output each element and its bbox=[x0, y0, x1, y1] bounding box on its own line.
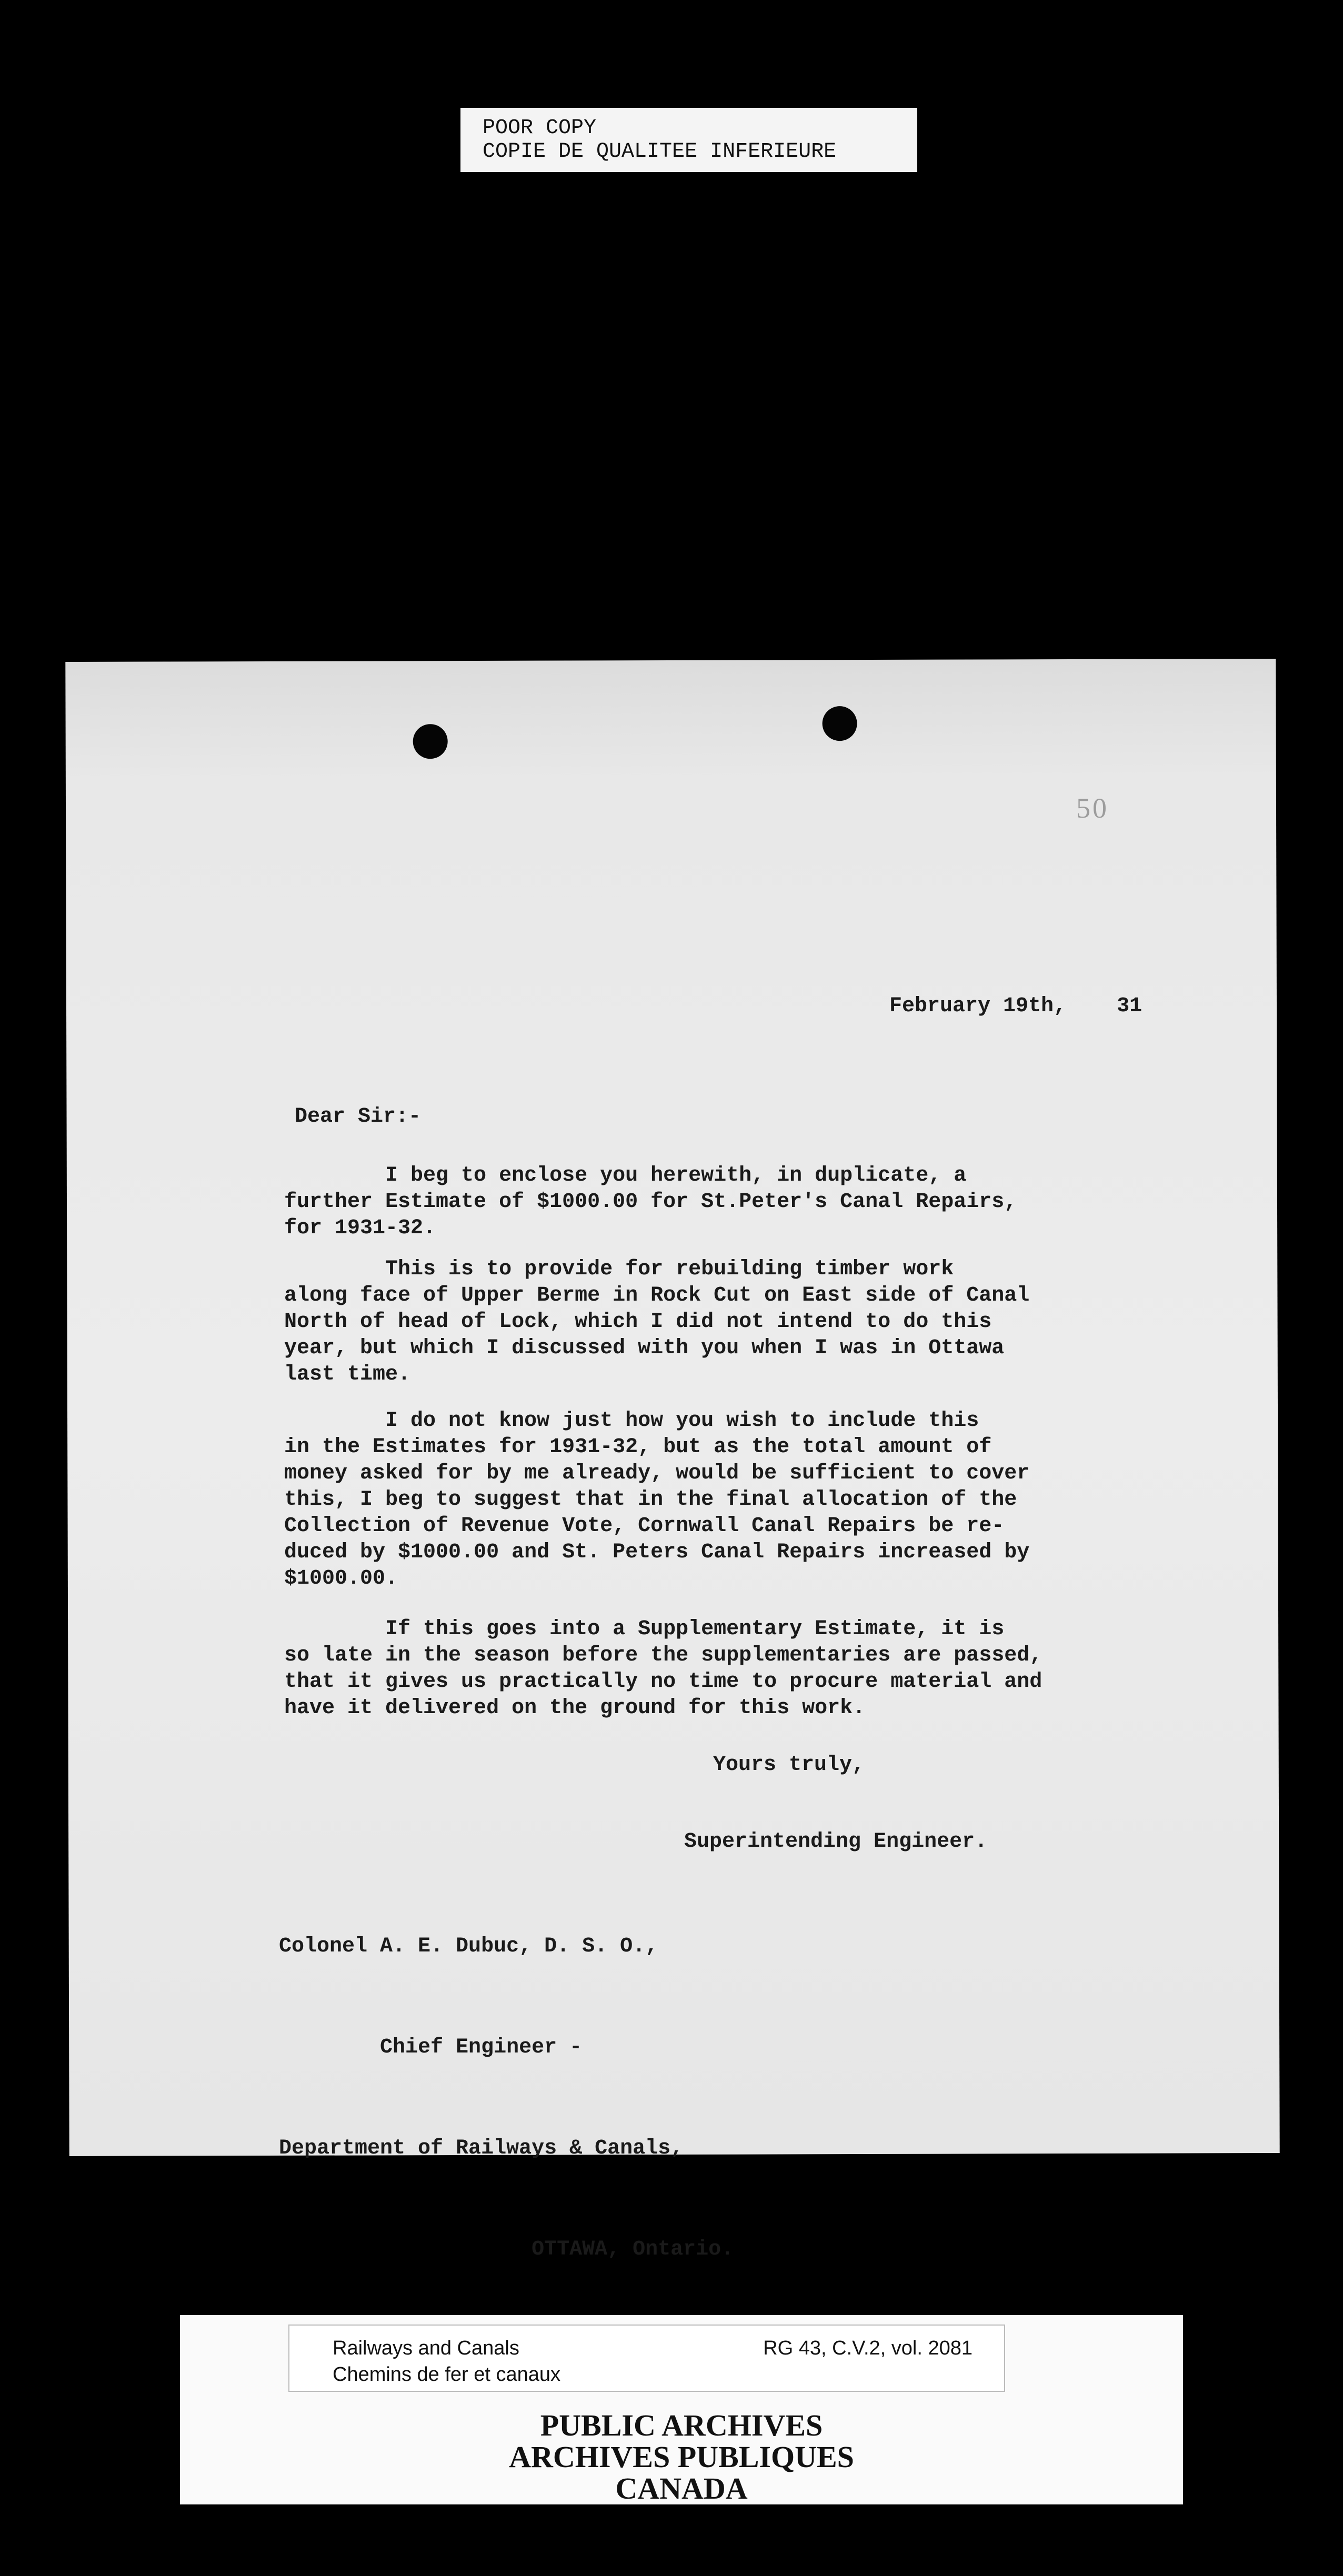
poor-copy-notice bbox=[460, 108, 917, 172]
punch-hole-left bbox=[413, 724, 448, 759]
paragraph-2: This is to provide for rebuilding timber work along face of Upper Berme in Rock Cut on East side of Canal North of head of Lock, which I did not intend to do this year, but which I discussed with you when I was in Ottawa last time. bbox=[284, 1257, 1030, 1386]
archives-country: CANADA bbox=[615, 2471, 748, 2505]
recipient-line-1: Colonel A. E. Dubuc, D. S. O., bbox=[279, 1935, 658, 1958]
page-number-stamp: 50 bbox=[1076, 792, 1109, 824]
recipient-address bbox=[279, 1863, 734, 2300]
recipient-line-2: Chief Engineer - bbox=[279, 2036, 583, 2059]
punch-hole-right bbox=[823, 706, 857, 741]
poor-copy-line-fr: COPIE DE QUALITEE INFERIEURE bbox=[483, 140, 837, 164]
recipient-line-3: Department of Railways & Canals, bbox=[279, 2137, 684, 2160]
signature-title: Superintending Engineer. bbox=[684, 1830, 988, 1854]
salutation: Dear Sir:- bbox=[295, 1105, 422, 1129]
department-name-en: Railways and Canals bbox=[333, 2337, 519, 2359]
letter-date: February 19th, 31 bbox=[889, 994, 1142, 1018]
archives-reference-strip bbox=[288, 2325, 1005, 2392]
department-names bbox=[333, 2335, 560, 2388]
closing: Yours truly, bbox=[713, 1753, 865, 1777]
recipient-line-4: OTTAWA, Ontario. bbox=[279, 2238, 734, 2261]
paragraph-4: If this goes into a Supplementary Estimate, it is so late in the season before the supplementaries are passed, that it gives us practically no time to procure material and have it delivered on the ground for this work. bbox=[284, 1617, 1043, 1720]
archives-title bbox=[180, 2410, 1183, 2504]
archive-reference: RG 43, C.V.2, vol. 2081 bbox=[763, 2337, 973, 2359]
paragraph-3: I do not know just how you wish to include this in the Estimates for 1931-32, but as the total amount of money asked for by me already, would be sufficient to cover this, I beg to suggest that in the final allocation of the Collection of Revenue Vote, Cornwall Canal Repairs be re- duced by $1000.00 and St. Peters Canal Repairs increased by $1000.00. bbox=[284, 1409, 1030, 1591]
archives-title-en: PUBLIC ARCHIVES bbox=[540, 2408, 823, 2442]
archives-title-fr: ARCHIVES PUBLIQUES bbox=[509, 2440, 854, 2474]
paragraph-1: I beg to enclose you herewith, in duplicate, a further Estimate of $1000.00 for St.Peter's Canal Repairs, for 1931-32. bbox=[284, 1164, 1017, 1240]
poor-copy-line-en: POOR COPY bbox=[483, 116, 597, 140]
department-name-fr: Chemins de fer et canaux bbox=[333, 2363, 561, 2386]
